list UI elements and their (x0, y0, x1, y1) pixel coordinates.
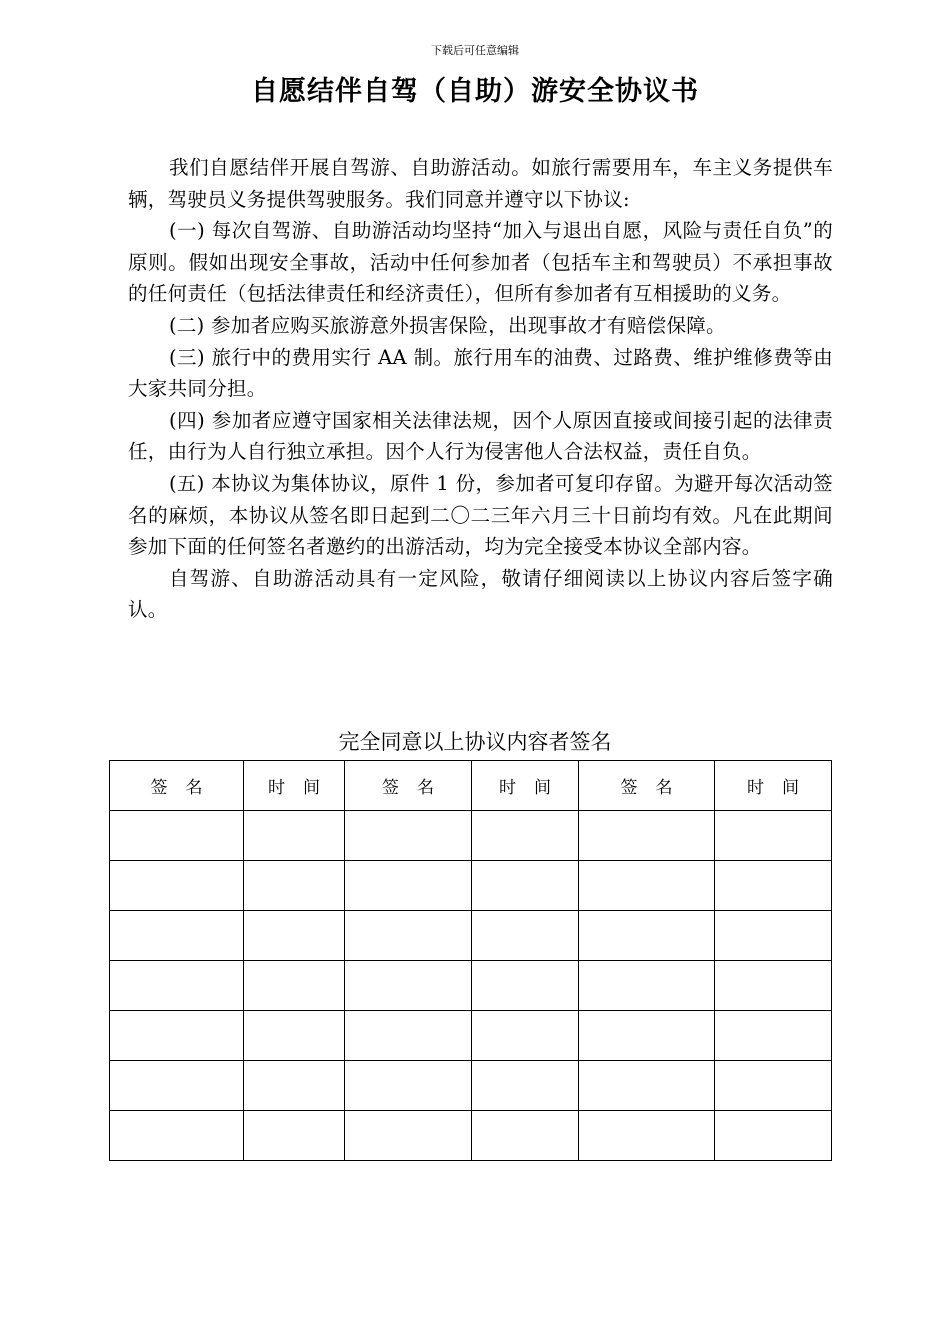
date-cell[interactable] (715, 1111, 832, 1161)
date-cell[interactable] (472, 961, 579, 1011)
signature-row (110, 1061, 832, 1111)
intro-paragraph: 我们自愿结伴开展自驾游、自助游活动。如旅行需要用车，车主义务提供车辆，驾驶员义务提供驾驶服务。我们同意并遵守以下协议: (128, 156, 833, 211)
header-time-3: 时间 (715, 761, 832, 811)
signature-cell[interactable] (345, 861, 472, 911)
signature-caption: 完全同意以上协议内容者签名 (338, 730, 612, 754)
signature-cell[interactable] (345, 1061, 472, 1111)
signature-cell[interactable] (579, 961, 715, 1011)
date-cell[interactable] (244, 911, 345, 961)
date-cell[interactable] (244, 861, 345, 911)
date-cell[interactable] (715, 1011, 832, 1061)
date-cell[interactable] (472, 811, 579, 861)
date-cell[interactable] (472, 1111, 579, 1161)
clause-5: (五) 本协议为集体协议，原件 1 份，参加者可复印存留。为避开每次活动签名的麻烦，本协议从签名即日起到二〇二三年六月三十日前均有效。凡在此期间参加下面的任何签名者邀约的出游活动，均为完全接受本协议全部内容。 (128, 471, 833, 559)
signature-header-row (110, 761, 832, 811)
signature-cell[interactable] (579, 1111, 715, 1161)
date-cell[interactable] (715, 811, 832, 861)
date-cell[interactable] (244, 811, 345, 861)
header-sign-3: 签名 (579, 761, 715, 811)
header-note: 下载后可任意编辑 (431, 44, 519, 57)
date-cell[interactable] (715, 961, 832, 1011)
date-cell[interactable] (244, 1111, 345, 1161)
signature-row (110, 1011, 832, 1061)
signature-cell[interactable] (579, 861, 715, 911)
signature-rows (110, 811, 832, 1161)
signature-cell[interactable] (345, 961, 472, 1011)
date-cell[interactable] (472, 1061, 579, 1111)
clause-3: (三) 旅行中的费用实行 AA 制。旅行用车的油费、过路费、维护维修费等由大家共同分担。 (128, 345, 833, 401)
date-cell[interactable] (472, 911, 579, 961)
header-time-1: 时间 (244, 761, 345, 811)
clause-2: (二) 参加者应购买旅游意外损害保险，出现事故才有赔偿保障。 (168, 313, 726, 337)
signature-table (109, 760, 832, 1161)
date-cell[interactable] (244, 1011, 345, 1061)
signature-row (110, 861, 832, 911)
signature-cell[interactable] (110, 1111, 244, 1161)
closing-paragraph: 自驾游、自助游活动具有一定风险，敬请仔细阅读以上协议内容后签字确认。 (128, 566, 833, 622)
header-sign-2: 签名 (345, 761, 472, 811)
header-sign-1: 签名 (110, 761, 244, 811)
agreement-body (128, 152, 833, 626)
clause-4: (四) 参加者应遵守国家相关法律法规，因个人原因直接或间接引起的法律责任，由行为人自行独立承担。因个人行为侵害他人合法权益，责任自负。 (128, 408, 833, 464)
document-title: 自愿结伴自驾（自助）游安全协议书 (251, 76, 699, 107)
signature-cell[interactable] (345, 911, 472, 961)
date-cell[interactable] (244, 961, 345, 1011)
header-time-2: 时间 (472, 761, 579, 811)
date-cell[interactable] (244, 1061, 345, 1111)
date-cell[interactable] (472, 1011, 579, 1061)
signature-cell[interactable] (579, 1011, 715, 1061)
signature-cell[interactable] (579, 811, 715, 861)
signature-row (110, 811, 832, 861)
signature-cell[interactable] (110, 1011, 244, 1061)
signature-cell[interactable] (110, 911, 244, 961)
signature-cell[interactable] (110, 1061, 244, 1111)
signature-cell[interactable] (579, 1061, 715, 1111)
signature-cell[interactable] (345, 811, 472, 861)
signature-cell[interactable] (345, 1011, 472, 1061)
date-cell[interactable] (715, 911, 832, 961)
signature-cell[interactable] (579, 911, 715, 961)
date-cell[interactable] (472, 861, 579, 911)
signature-cell[interactable] (345, 1111, 472, 1161)
signature-cell[interactable] (110, 861, 244, 911)
signature-row (110, 1111, 832, 1161)
signature-cell[interactable] (110, 961, 244, 1011)
date-cell[interactable] (715, 861, 832, 911)
signature-cell[interactable] (110, 811, 244, 861)
signature-row (110, 961, 832, 1011)
date-cell[interactable] (715, 1061, 832, 1111)
clause-1: (一) 每次自驾游、自助游活动均坚持“加入与退出自愿，风险与责任自负”的原则。假如出现安全事故，活动中任何参加者（包括车主和驾驶员）不承担事故的任何责任（包括法律责任和经济责任），但所有参加者有互相援助的义务。 (128, 219, 833, 306)
signature-row (110, 911, 832, 961)
